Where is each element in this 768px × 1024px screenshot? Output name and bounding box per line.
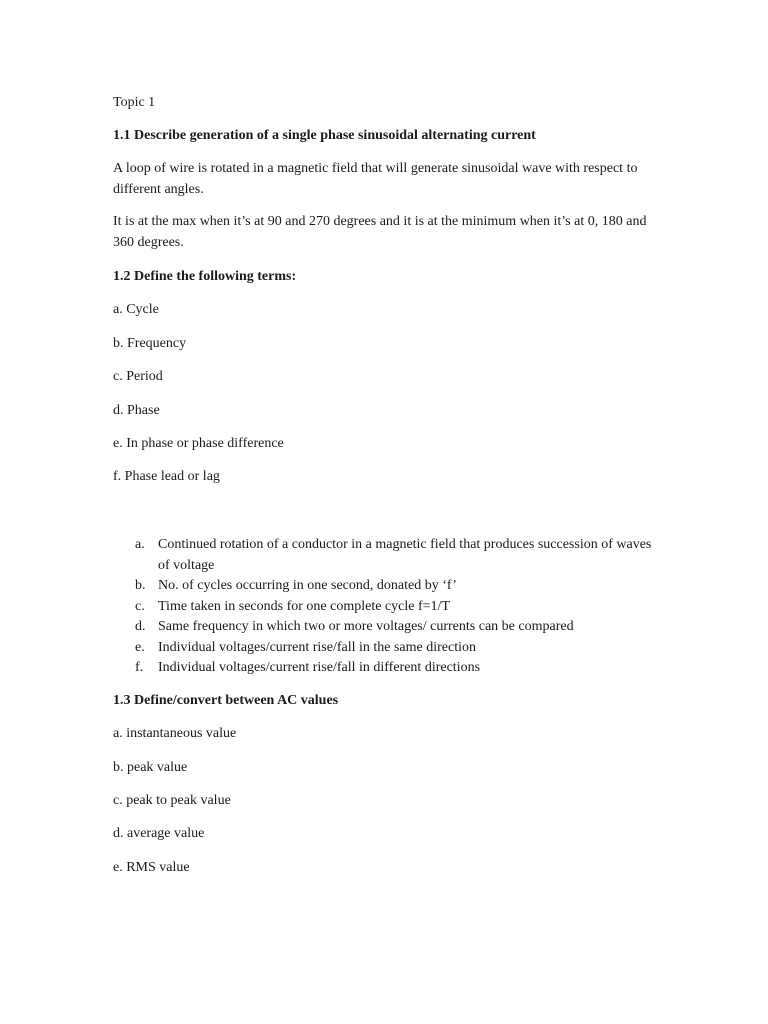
topic-title: Topic 1 <box>113 95 156 110</box>
definition-text: Individual voltages/current rise/fall in the same direction <box>158 639 477 655</box>
ac-value-item: e. RMS value <box>113 860 190 875</box>
ac-value-item: c. peak to peak value <box>113 793 231 808</box>
term-item: a. Cycle <box>113 302 159 317</box>
section-1-3-heading: 1.3 Define/convert between AC values <box>113 693 339 708</box>
definition-text: No. of cycles occurring in one second, donated by ‘f’ <box>158 578 457 593</box>
definition-item <box>135 638 655 659</box>
term-item: d. Phase <box>113 403 160 418</box>
section-1-1-paragraph: It is at the max when it’s at 90 and 270 degrees and it is at the minimum when it’s at 0, 180 and 360 degrees. <box>113 214 647 250</box>
list-marker: e. <box>135 639 145 655</box>
definitions-list <box>135 535 655 679</box>
list-marker: f. <box>135 660 144 675</box>
definition-item <box>135 535 655 576</box>
list-marker: c. <box>135 598 145 614</box>
ac-value-item: d. average value <box>113 826 205 841</box>
section-1-2-heading: 1.2 Define the following terms: <box>113 269 297 284</box>
term-item: e. In phase or phase difference <box>113 436 284 451</box>
section-1-1-paragraph: A loop of wire is rotated in a magnetic field that will generate sinusoidal wave with respect to different angles. <box>113 161 638 197</box>
definition-item <box>135 617 655 638</box>
list-marker: b. <box>135 578 146 593</box>
list-marker: d. <box>135 619 146 634</box>
definition-text: Individual voltages/current rise/fall in different directions <box>158 660 481 675</box>
section-1-1-heading: 1.1 Describe generation of a single phase sinusoidal alternating current <box>113 128 536 143</box>
definition-item <box>135 597 655 618</box>
definition-text: Same frequency in which two or more voltages/ currents can be compared <box>158 619 574 634</box>
definition-item <box>135 576 655 597</box>
ac-value-item: b. peak value <box>113 760 188 775</box>
term-item: c. Period <box>113 369 163 384</box>
term-item: b. Frequency <box>113 336 187 351</box>
ac-value-item: a. instantaneous value <box>113 726 237 741</box>
list-marker: a. <box>135 537 145 552</box>
definition-item <box>135 658 655 679</box>
term-item: f. Phase lead or lag <box>113 469 220 484</box>
definition-text: Continued rotation of a conductor in a magnetic field that produces succession of waves of voltage <box>158 537 652 573</box>
definition-text: Time taken in seconds for one complete cycle f=1/T <box>158 598 450 614</box>
